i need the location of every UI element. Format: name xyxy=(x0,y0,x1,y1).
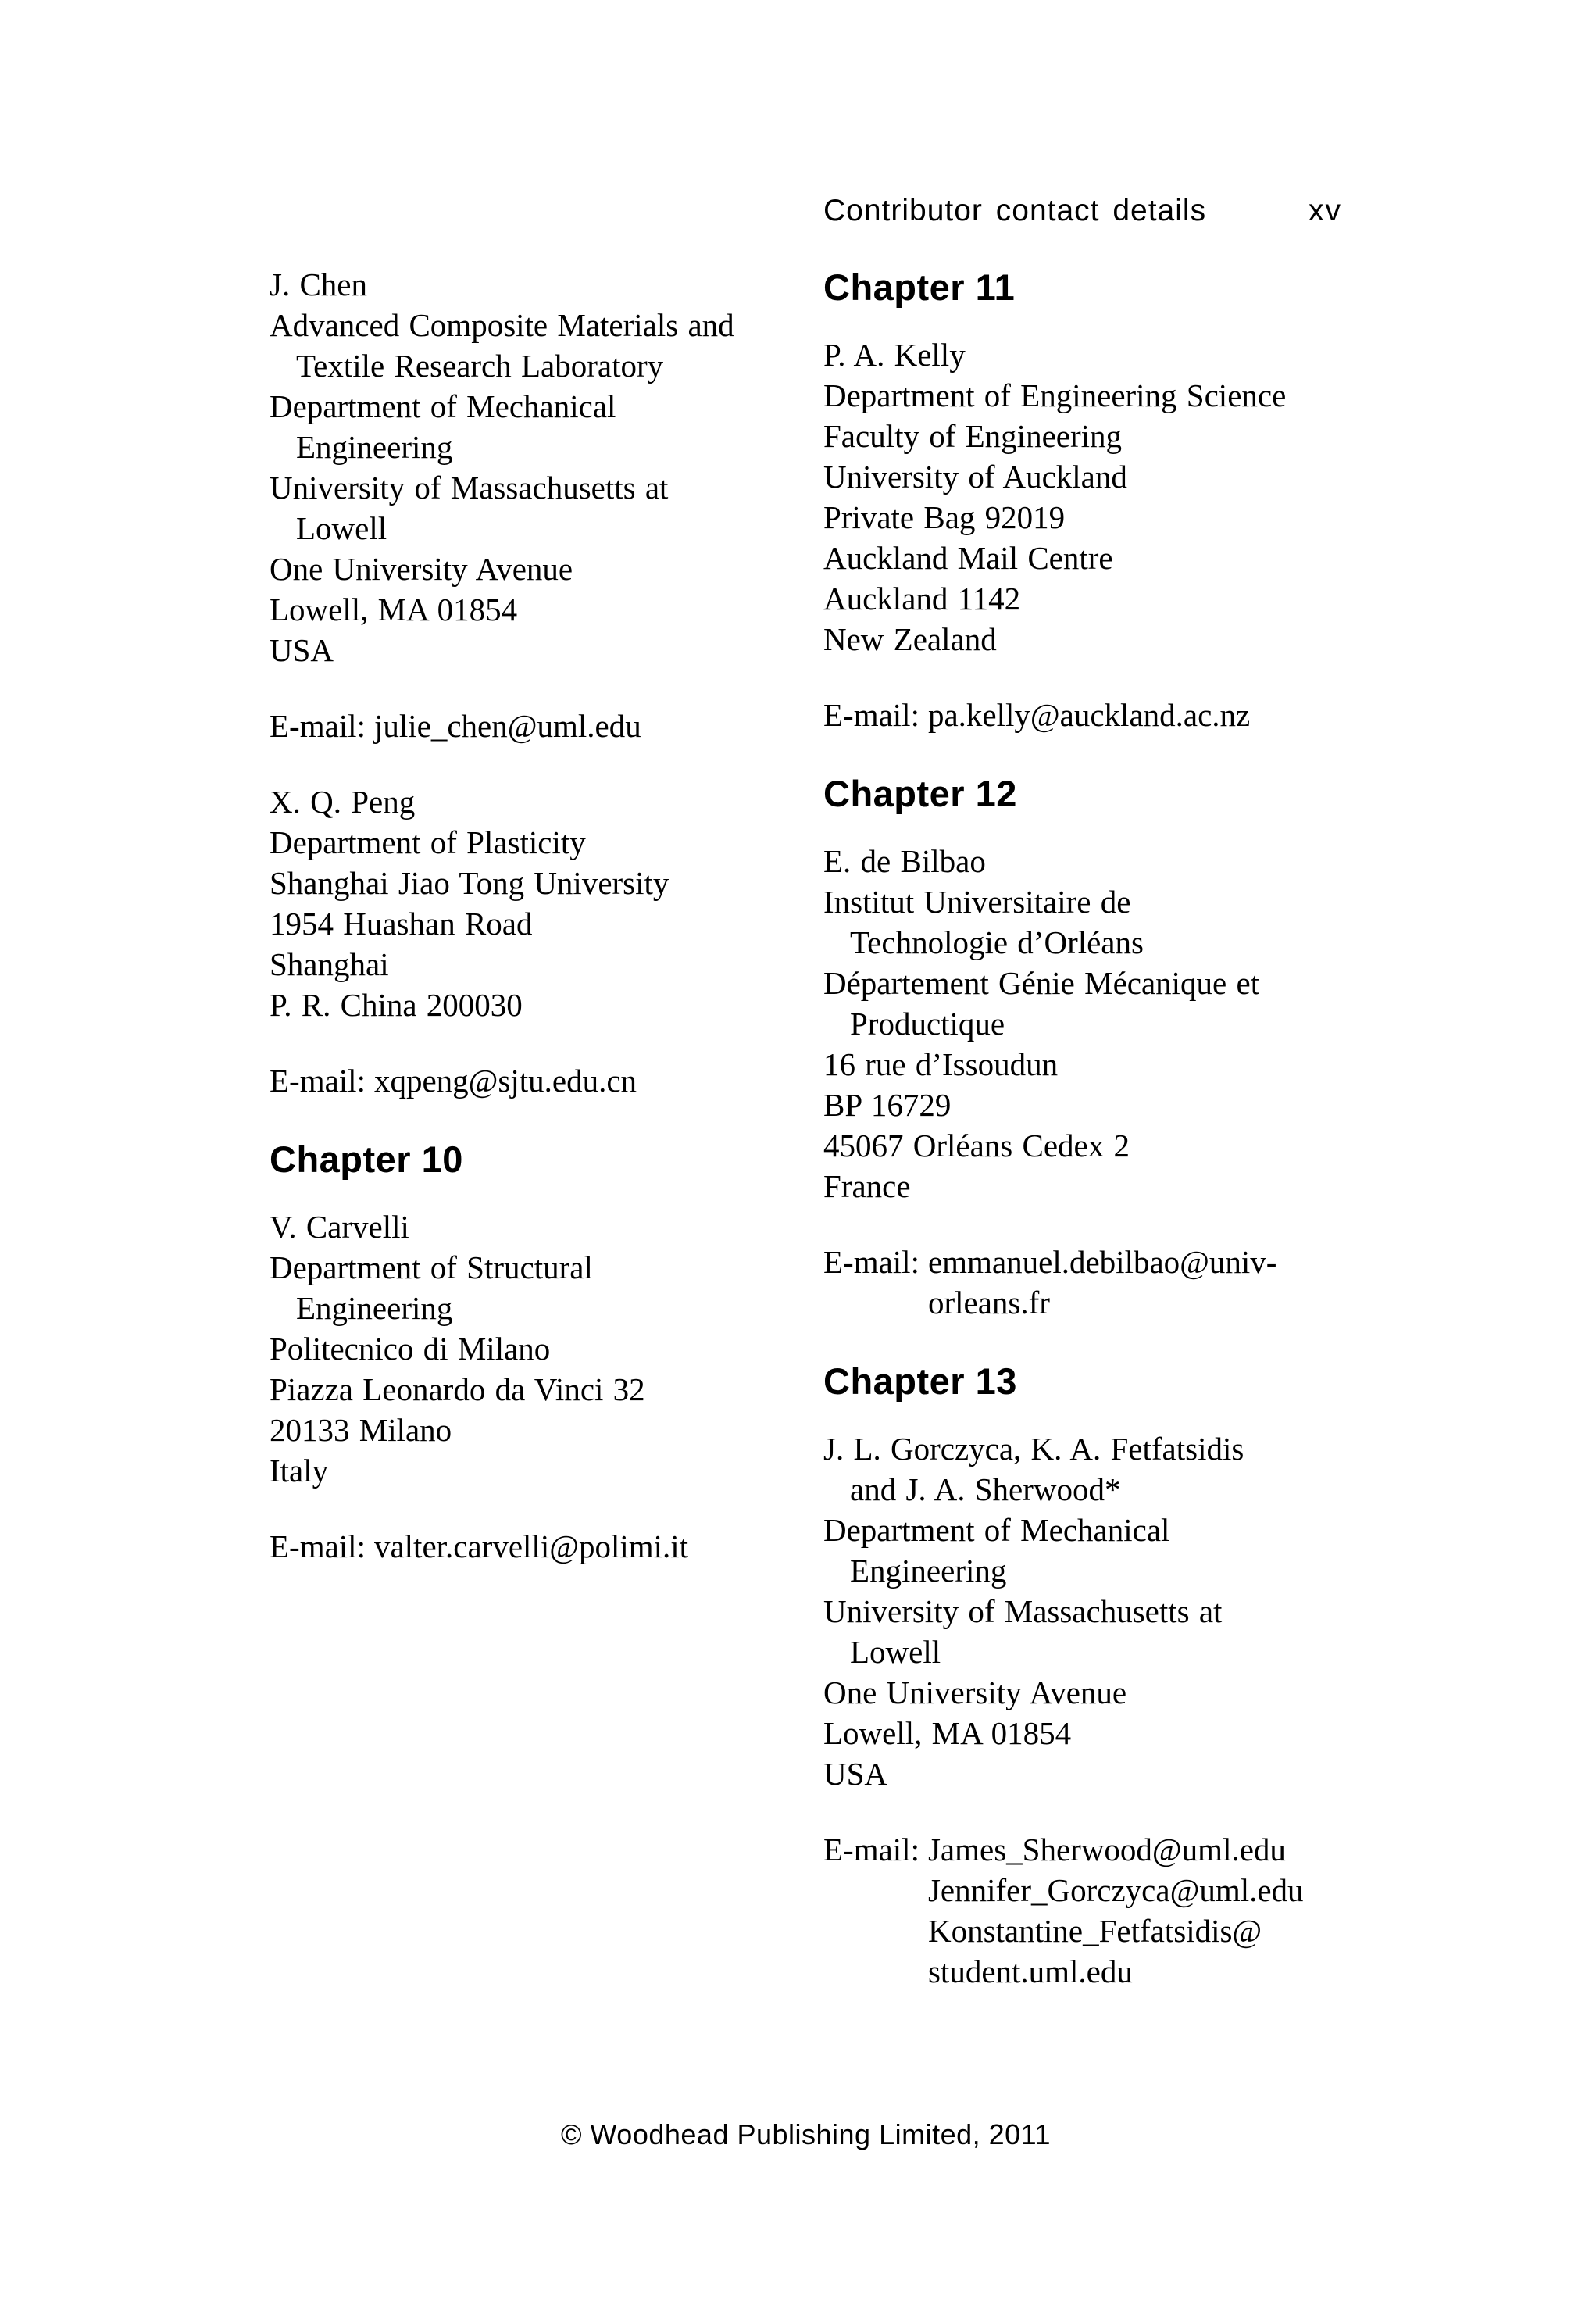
address-line: P. A. Kelly xyxy=(823,337,966,373)
address-line: Textile Research Laboratory xyxy=(296,348,664,384)
address-line: Technologie d’Orléans xyxy=(850,924,1144,960)
address-line: Engineering xyxy=(850,1553,1007,1589)
address-line: Engineering xyxy=(296,429,453,465)
email-label: E-mail: xyxy=(823,697,919,733)
address-line: X. Q. Peng xyxy=(270,784,416,820)
address-line: One University Avenue xyxy=(823,1674,1127,1710)
email-block xyxy=(270,1060,788,1101)
address-line: USA xyxy=(823,1756,888,1792)
email-addresses xyxy=(374,1526,788,1567)
address-line: E. de Bilbao xyxy=(823,843,986,879)
email-label: E-mail: xyxy=(270,708,366,744)
address-line: Productique xyxy=(850,1006,1005,1042)
address-line: Engineering xyxy=(296,1290,453,1326)
address-line: Politecnico di Milano xyxy=(270,1331,551,1367)
address-line: 16 rue d’Issoudun xyxy=(823,1046,1059,1082)
email-address-line: orleans.fr xyxy=(927,1285,1050,1321)
email-label: E-mail: xyxy=(270,1528,366,1564)
contact-block xyxy=(823,841,1342,1206)
email-addresses xyxy=(928,1242,1342,1323)
address-line: Piazza Leonardo da Vinci 32 xyxy=(270,1371,645,1407)
contributor-section xyxy=(823,264,1342,735)
email-address-line: student.uml.edu xyxy=(927,1953,1133,1989)
email-block xyxy=(823,695,1342,735)
address-line: France xyxy=(823,1168,911,1204)
address-line: Italy xyxy=(270,1453,329,1489)
contributor-section xyxy=(270,264,788,746)
address-line: 45067 Orléans Cedex 2 xyxy=(823,1128,1130,1163)
address-line: University of Massachusetts at xyxy=(823,1593,1223,1629)
page-header xyxy=(270,192,1342,230)
email-block xyxy=(823,1829,1342,1992)
address-line: University of Massachusetts at xyxy=(270,470,669,506)
address-line: Auckland Mail Centre xyxy=(823,540,1113,576)
content-columns xyxy=(270,264,1342,1992)
running-header-title: Contributor contact details xyxy=(823,194,1207,227)
chapter-heading: Chapter 10 xyxy=(270,1138,463,1180)
email-address-line: James_Sherwood@uml.edu xyxy=(927,1832,1286,1867)
address-line: Lowell xyxy=(296,510,387,546)
contributor-section xyxy=(823,770,1342,1323)
address-line: Lowell, MA 01854 xyxy=(823,1715,1072,1751)
email-addresses xyxy=(928,1829,1342,1992)
contact-block xyxy=(823,334,1342,659)
email-addresses xyxy=(374,706,788,746)
chapter-heading: Chapter 11 xyxy=(823,266,1016,308)
address-line: P. R. China 200030 xyxy=(270,987,523,1023)
email-address-line: xqpeng@sjtu.edu.cn xyxy=(373,1063,637,1099)
email-block xyxy=(270,706,788,746)
contributor-section xyxy=(823,1358,1342,1992)
email-address-line: pa.kelly@auckland.ac.nz xyxy=(927,697,1251,733)
address-line: Department of Structural xyxy=(270,1249,593,1285)
copyright-text: © Woodhead Publishing Limited, 2011 xyxy=(560,2118,1052,2150)
contact-block xyxy=(270,1206,788,1491)
email-addresses xyxy=(374,1060,788,1101)
address-line: Département Génie Mécanique et xyxy=(823,965,1260,1001)
address-line: Advanced Composite Materials and xyxy=(270,307,734,343)
address-line: Auckland 1142 xyxy=(823,581,1021,617)
address-line: 20133 Milano xyxy=(270,1412,452,1448)
email-address-line: julie_chen@uml.edu xyxy=(373,708,641,744)
chapter-heading: Chapter 13 xyxy=(823,1360,1017,1402)
email-address-line: valter.carvelli@polimi.it xyxy=(373,1528,689,1564)
page-number: xv xyxy=(1309,194,1342,227)
contact-block xyxy=(270,781,788,1025)
email-address-line: Konstantine_Fetfatsidis@ xyxy=(927,1913,1262,1949)
address-line: BP 16729 xyxy=(823,1087,952,1123)
address-line: and J. A. Sherwood* xyxy=(850,1471,1121,1507)
address-line: Lowell, MA 01854 xyxy=(270,592,518,627)
email-block xyxy=(823,1242,1342,1323)
address-line: J. L. Gorczyca, K. A. Fetfatsidis xyxy=(823,1431,1244,1467)
address-line: One University Avenue xyxy=(270,551,573,587)
address-line: Institut Universitaire de xyxy=(823,884,1131,920)
address-line: V. Carvelli xyxy=(270,1209,409,1245)
email-address-line: emmanuel.debilbao@univ- xyxy=(927,1244,1277,1280)
address-line: Department of Mechanical xyxy=(270,388,616,424)
chapter-heading: Chapter 12 xyxy=(823,773,1017,814)
email-label: E-mail: xyxy=(270,1063,366,1099)
contact-block xyxy=(270,264,788,670)
contributor-section xyxy=(270,1136,788,1567)
address-line: Lowell xyxy=(850,1634,941,1670)
email-label: E-mail: xyxy=(823,1244,919,1280)
address-line: Shanghai xyxy=(270,946,389,982)
address-line: 1954 Huashan Road xyxy=(270,906,533,942)
email-address-line: Jennifer_Gorczyca@uml.edu xyxy=(927,1872,1304,1908)
address-line: Department of Mechanical xyxy=(823,1512,1170,1548)
email-block xyxy=(270,1526,788,1567)
contact-block xyxy=(823,1428,1342,1794)
contributor-section xyxy=(270,781,788,1101)
address-line: Faculty of Engineering xyxy=(823,418,1123,454)
address-line: University of Auckland xyxy=(823,459,1127,495)
email-label: E-mail: xyxy=(823,1832,919,1867)
address-line: USA xyxy=(270,632,334,668)
email-addresses xyxy=(928,695,1342,735)
page-footer xyxy=(270,2119,1342,2150)
address-line: Shanghai Jiao Tong University xyxy=(270,865,669,901)
address-line: New Zealand xyxy=(823,621,997,657)
right-column xyxy=(823,264,1342,1992)
address-line: Department of Engineering Science xyxy=(823,377,1287,413)
address-line: Private Bag 92019 xyxy=(823,499,1066,535)
left-column xyxy=(270,264,788,1992)
address-line: J. Chen xyxy=(270,266,367,302)
address-line: Department of Plasticity xyxy=(270,824,586,860)
